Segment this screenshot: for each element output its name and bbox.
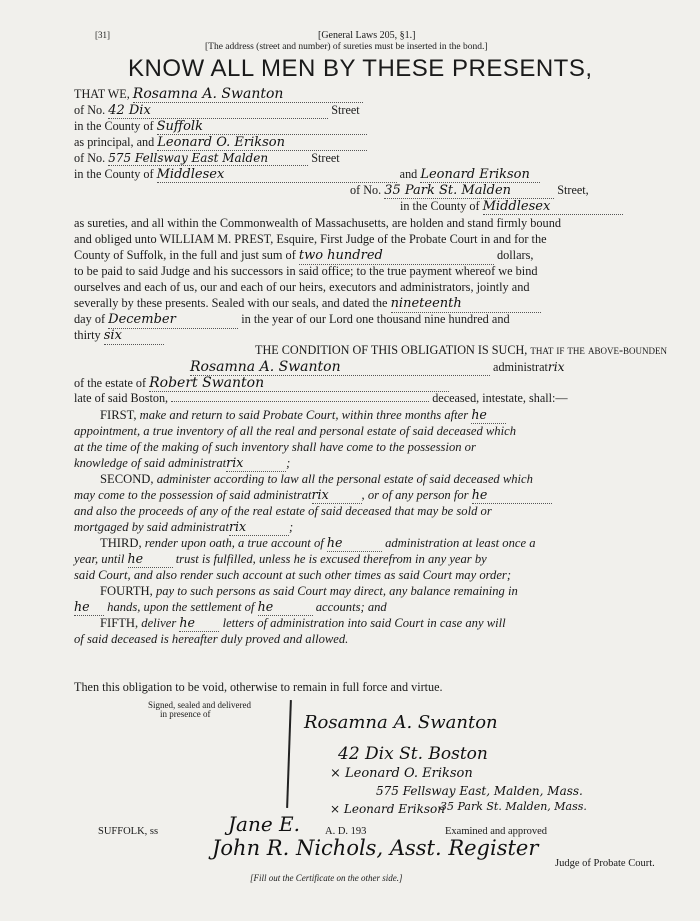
- address-note: [The address (street and number) of sureties must be inserted in the bond.]: [205, 42, 488, 52]
- surety2-county: Middlesex: [483, 199, 623, 215]
- third-line-2: year, until he trust is fulfilled, unless he is excused therefrom in any year by: [74, 551, 487, 566]
- body-line-1: as sureties, and all within the Commonwealth of Massachusetts, are holden and stand firmly bound: [74, 216, 561, 230]
- principal-name: Rosamna A. Swanton: [133, 86, 363, 103]
- dated-year: six: [104, 328, 164, 345]
- body-line-5: ourselves and each of us, our and each of our heirs, executors and administrators, jointly and: [74, 280, 530, 294]
- county-ss: SUFFOLK, ss: [98, 826, 159, 837]
- surety1-address-line: of No. 575 Fellsway East Malden Street: [74, 151, 340, 165]
- certificate-note: [Fill out the Certificate on the other side.]: [250, 873, 403, 883]
- law-reference: [General Laws 205, §1.]: [318, 30, 416, 41]
- signature-principal-address: 42 Dix St. Boston: [338, 744, 488, 764]
- signed-label: Signed, sealed and delivered: [148, 700, 251, 710]
- principal-county-line: in the County of Suffolk: [74, 119, 367, 135]
- second-line-1: SECOND, administer according to law all the personal estate of said deceased which: [100, 472, 533, 486]
- surety1-name: Leonard O. Erikson: [157, 135, 367, 151]
- surety1-number: 575 Fellsway East Malden: [108, 151, 308, 166]
- principal-county: Suffolk: [157, 119, 367, 135]
- body-line-7: day of December in the year of our Lord one thousand nine hundred and: [74, 312, 510, 327]
- surety2-address-line: of No. 35 Park St. Malden Street,: [350, 183, 589, 198]
- bond-sum: two hundred: [299, 248, 494, 265]
- body-line-6: severally by these presents. Sealed with our seals, and dated the nineteenth: [74, 295, 656, 313]
- that-we-line: THAT WE, Rosamna A. Swanton: [74, 86, 363, 103]
- surety2-county-line: in the County of Middlesex: [400, 199, 623, 215]
- third-line-3: said Court, and also render such account at such other times as said Court may order;: [74, 568, 512, 582]
- second-line-4: mortgaged by said administratrix ;: [74, 519, 294, 534]
- first-line-2: appointment, a true inventory of all the real and personal estate of said deceased which: [74, 424, 516, 438]
- void-clause: Then this obligation to be void, otherwise to remain in full force and virtue.: [74, 680, 443, 694]
- document-date: A. D. 193: [325, 826, 367, 837]
- administrator-name: Rosamna A. Swanton: [190, 359, 490, 376]
- third-line-1: THIRD, render upon oath, a true account of he administration at least once a: [100, 535, 536, 550]
- fourth-line-2: he hands, upon the settlement of he accounts; and: [74, 599, 387, 614]
- judge-label: Judge of Probate Court.: [555, 858, 655, 869]
- registrar-signature: John R. Nichols, Asst. Register: [212, 836, 539, 860]
- document-title: KNOW ALL MEN BY THESE PRESENTS,: [128, 55, 593, 82]
- page-number: [31]: [95, 30, 110, 40]
- body-line-3: County of Suffolk, in the full and just sum of two hundred dollars,: [74, 248, 534, 263]
- surety1-county-line: in the County of Middlesex and Leonard Erikson: [74, 167, 540, 183]
- first-line-3: at the time of the making of such inventory shall have come to the possession or: [74, 440, 476, 454]
- signature-surety2-address: 35 Park St. Malden, Mass.: [440, 800, 587, 813]
- condition-intro: THE CONDITION OF THIS OBLIGATION IS SUCH, that if the above-bounden: [255, 343, 668, 357]
- second-line-3: and also the proceeds of any of the real estate of said deceased that may be sold or: [74, 504, 492, 518]
- dated-day: nineteenth: [391, 296, 541, 313]
- fifth-line-1: FIFTH, deliver he letters of administration into said Court in case any will: [100, 615, 506, 630]
- estate-name: Robert Swanton: [149, 375, 449, 392]
- surety2-name: Leonard Erikson: [420, 167, 540, 183]
- witness-signature: Jane E.: [228, 812, 300, 836]
- signature-surety2: × Leonard Erikson: [330, 802, 446, 816]
- late-of-line: late of said Boston, deceased, intestate, shall:—: [74, 391, 568, 405]
- first-line-4: knowledge of said administratrix ;: [74, 455, 291, 470]
- body-line-8: thirty six: [74, 327, 656, 345]
- dated-month: December: [108, 312, 238, 329]
- body-line-4: to be paid to said Judge and his successors in said office; to the true payment whereof we bind: [74, 264, 538, 278]
- signature-surety1-address: 575 Fellsway East, Malden, Mass.: [376, 784, 583, 798]
- second-line-2: may come to the possession of said administratrix , or of any person for he: [74, 487, 656, 504]
- as-principal-line: as principal, and Leonard O. Erikson: [74, 135, 367, 151]
- signature-surety1: × Leonard O. Erikson: [330, 766, 473, 781]
- surety1-county: Middlesex: [157, 167, 397, 183]
- body-line-2: and obliged unto WILLIAM M. PREST, Esquire, First Judge of the Probate Court in and for the: [74, 232, 547, 246]
- fourth-line-1: FOURTH, pay to such persons as said Court may direct, any balance remaining in: [100, 584, 518, 598]
- first-line-1: FIRST, make and return to said Probate Court, within three months after he: [100, 407, 656, 424]
- signature-bracket: [286, 700, 292, 808]
- fifth-line-2: of said deceased is hereafter duly proved and allowed.: [74, 632, 349, 646]
- surety2-number: 35 Park St. Malden: [384, 183, 554, 199]
- principal-number: 42 Dix: [108, 103, 328, 119]
- administrator-line: Rosamna A. Swanton administratrix: [190, 359, 565, 375]
- signature-principal: Rosamna A. Swanton: [304, 712, 498, 733]
- estate-line: of the estate of Robert Swanton: [74, 375, 449, 392]
- presence-label: in presence of: [160, 709, 211, 719]
- principal-address-line: of No. 42 Dix Street: [74, 103, 360, 118]
- examined-approved: Examined and approved: [445, 826, 548, 837]
